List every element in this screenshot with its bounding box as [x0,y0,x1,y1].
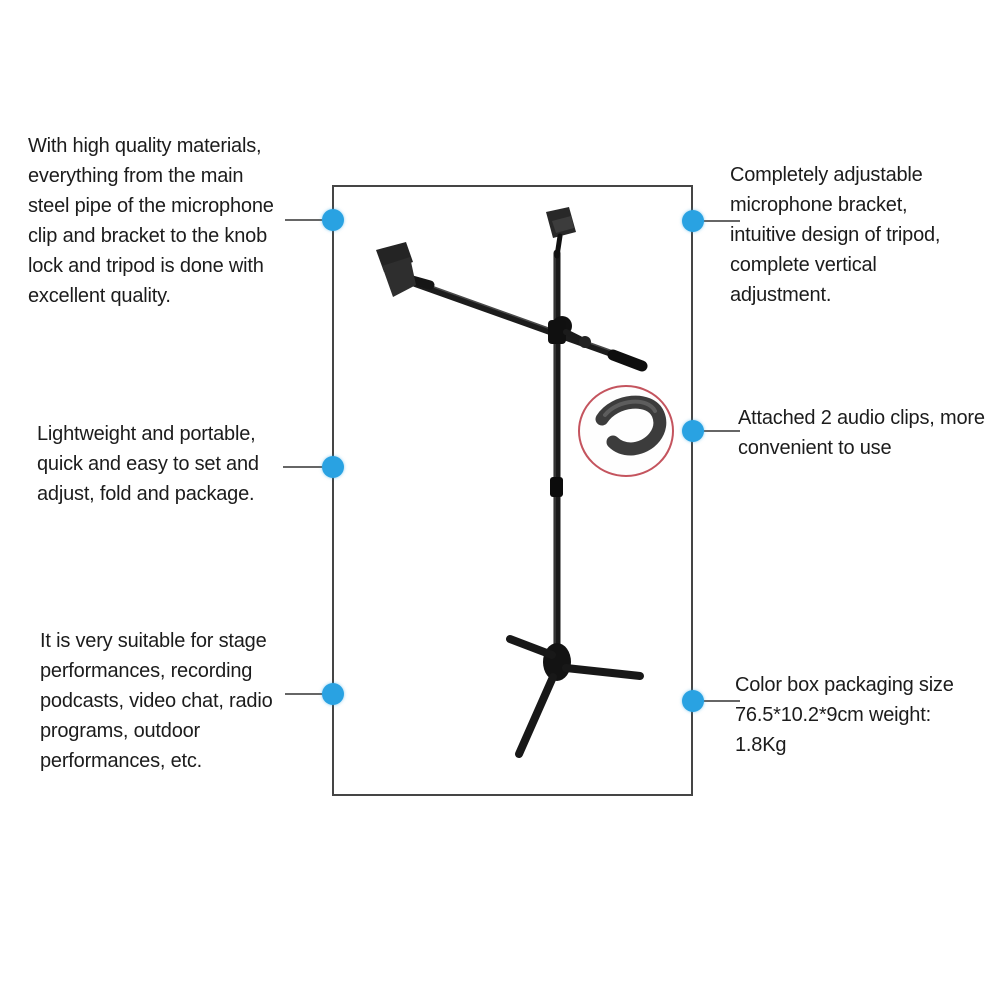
annotation-quality: With high quality materials, everything from the main steel pipe of the microphone clip and bracket to the knob lock and tripod is done with excellent quality. [28,135,274,307]
connector-dot-top-right [682,210,704,232]
connector-dot-bottom-right [682,690,704,712]
annotation-portability: Lightweight and portable, quick and easy to set and adjust, fold and package. [37,423,259,505]
connector-dot-bottom-left [322,683,344,705]
annotation-audio-clips: Attached 2 audio clips, more convenient to use [738,407,985,459]
product-image-frame [332,185,693,796]
annotation-packaging: Color box packaging size 76.5*10.2*9cm weight: 1.8Kg [735,674,954,756]
annotation-use-cases: It is very suitable for stage performances, recording podcasts, video chat, radio programs, outdoor performances, etc. [40,630,273,772]
annotation-adjustability: Completely adjustable microphone bracket, intuitive design of tripod, complete vertical adjustment. [730,164,941,306]
connector-dot-middle-right [682,420,704,442]
connector-dot-middle-left [322,456,344,478]
connector-dot-top-left [322,209,344,231]
